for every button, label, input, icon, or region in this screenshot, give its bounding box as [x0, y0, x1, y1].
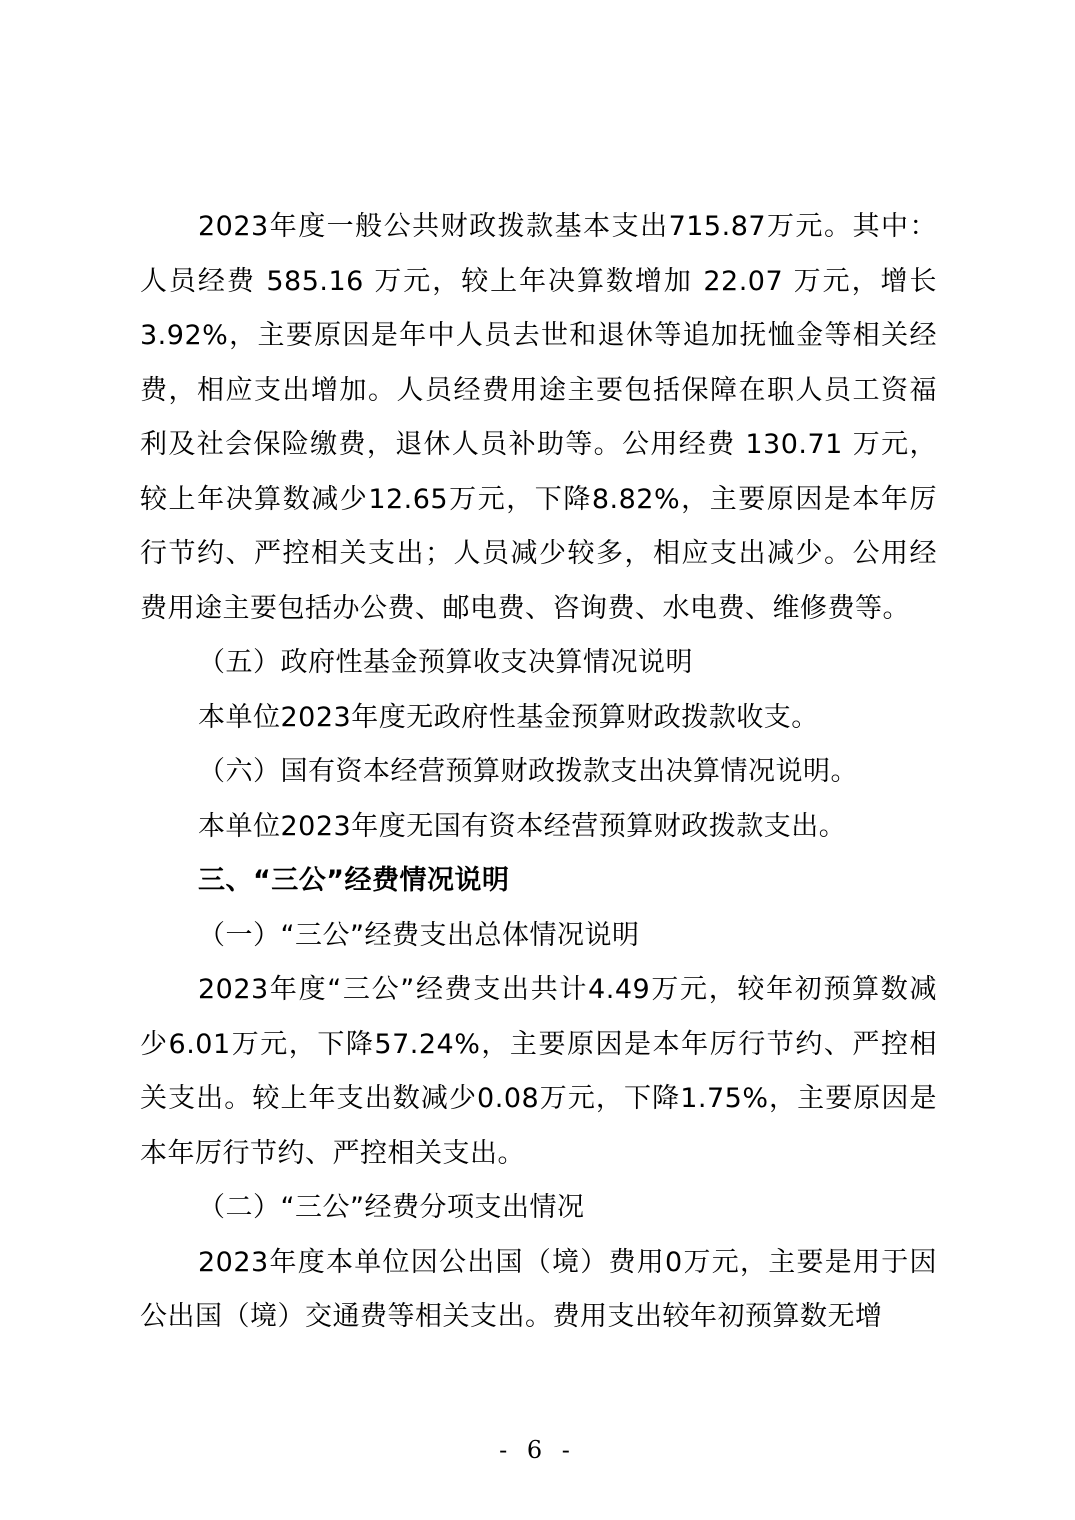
- paragraph-government-fund: 本单位2023年度无政府性基金预算财政拨款收支。: [198, 701, 819, 733]
- heading-three-public-itemized: （二）“三公”经费分项支出情况: [198, 1192, 585, 1223]
- heading-state-capital: （六）国有资本经营预算财政拨款支出决算情况说明。: [198, 756, 858, 787]
- page-number: - 6 -: [499, 1436, 576, 1464]
- paragraph-overseas-travel: 2023年度本单位因公出国（境）费用0万元，主要是用于因公出国（境）交通费等相关支出。费用支出较年初预算数无增: [140, 1246, 937, 1332]
- heading-government-fund: （五）政府性基金预算收支决算情况说明: [198, 647, 693, 678]
- paragraph-basic-expenditure: 2023年度一般公共财政拨款基本支出715.87万元。其中：人员经费 585.16 万元，较上年决算数增加 22.07 万元，增长3.92%，主要原因是年中人员去世和退休等追加抚恤金等相关经费，相应支出增加。人员经费用途主要包括保障在职人员工资福利及社会保险缴费，退休人员补助等。公用经费 130.71 万元，较上年决算数减少12.65万元，下降8.82%，主要原因是本年厉行节约、严控相关支出；人员减少较多，相应支出减少。公用经费用途主要包括办公费、邮电费、咨询费、水电费、维修费等。: [140, 211, 937, 624]
- heading-three-public-overall: （一）“三公”经费支出总体情况说明: [198, 919, 640, 951]
- document-body: [140, 200, 937, 1345]
- section-heading-three-public: 三、“三公”经费情况说明: [198, 865, 510, 896]
- paragraph-state-capital: 本单位2023年度无国有资本经营预算财政拨款支出。: [198, 810, 847, 842]
- paragraph-three-public-overall: 2023年度“三公”经费支出共计4.49万元，较年初预算数减少6.01万元，下降57.24%，主要原因是本年厉行节约、严控相关支出。较上年支出数减少0.08万元，下降1.75%，主要原因是本年厉行节约、严控相关支出。: [140, 974, 937, 1169]
